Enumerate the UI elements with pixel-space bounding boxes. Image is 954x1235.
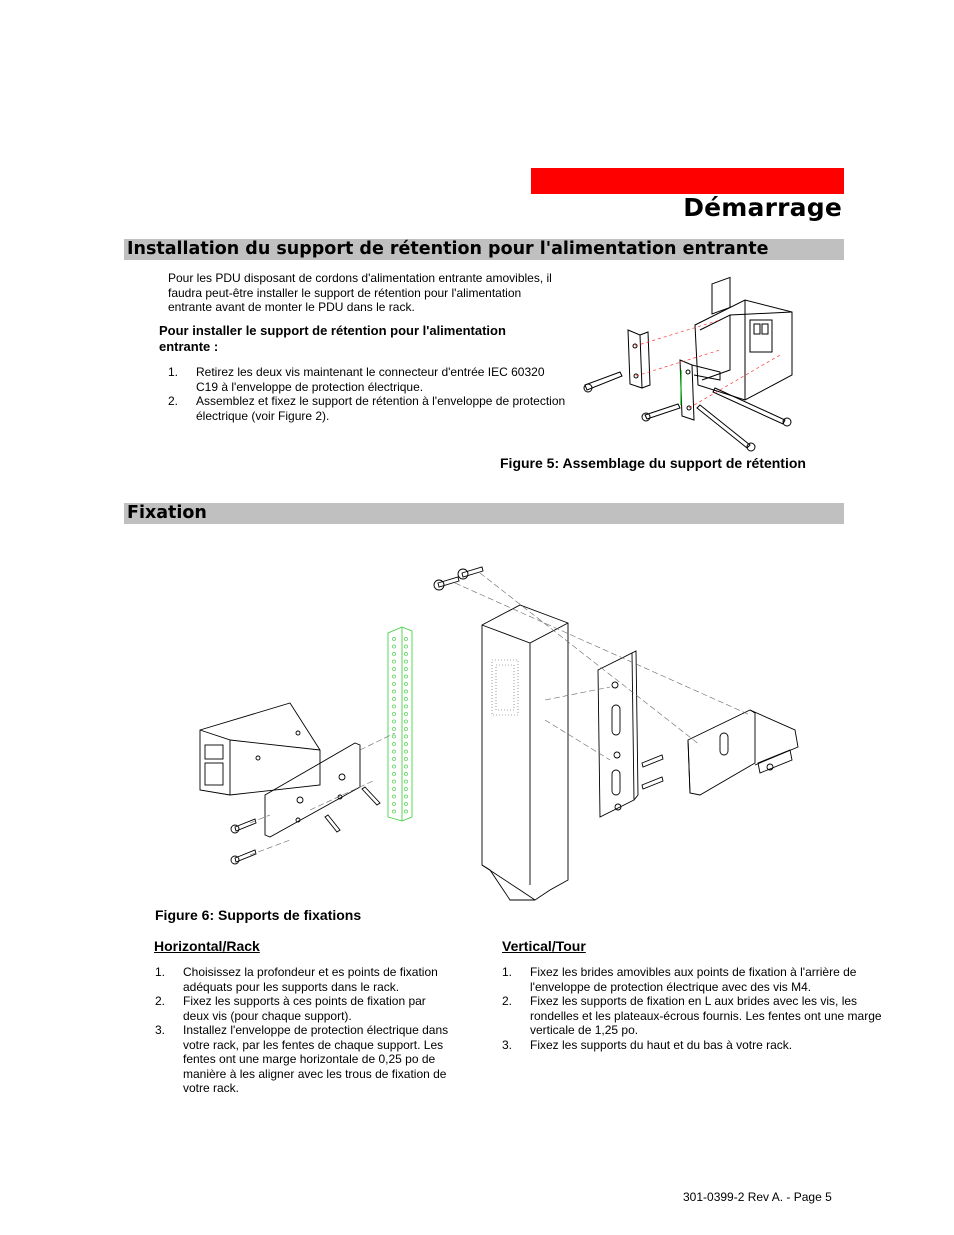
list-item [155,965,455,994]
rail-hole [392,750,395,753]
step-text: Installez l'enveloppe de protection électrique dans votre rack, par les fentes de chaque support. Les fentes ont une marge horizontale de 0,25 po de manière à les aligner avec les trous de fixation de votre rack. [183,1023,449,1095]
rail-hole [404,795,407,798]
rail-hole [404,667,407,670]
rail-hole [392,810,395,813]
rail-hole [404,645,407,648]
vertical-tower-heading: Vertical/Tour [502,938,586,954]
list-item [168,365,568,394]
step-number: 1. [502,965,513,979]
step-text: Fixez les supports à ces points de fixation par deux vis (pour chaque support). [183,994,426,1023]
step-number: 3. [155,1023,166,1037]
rail-hole [392,765,395,768]
step-number: 3. [502,1037,513,1052]
rail-hole [404,742,407,745]
rail-hole [404,652,407,655]
rail-hole [392,727,395,730]
rail-hole [404,727,407,730]
mounting-brackets-figure [190,555,810,905]
horizontal-steps [155,965,455,1096]
rail-hole [392,667,395,670]
intro-paragraph: Pour les PDU disposant de cordons d'alimentation entrante amovibles, il faudra peut-être installer le support de rétention pour l'alimentation entrante avant de monter le PDU dans le rack. [168,271,552,314]
step-number: 2. [168,394,179,408]
step-text: Fixez les supports de fixation en L aux brides avec les vis, les rondelles et les plateaux-écrous fournis. Les fentes ont une marge verticale de 1,25 po. [530,994,882,1037]
procedure-heading: Pour installer le support de rétention pour l'alimentation entrante : [159,323,506,354]
section-heading-retention: Installation du support de rétention pour l'alimentation entrante [124,239,844,260]
rail-hole [404,802,407,805]
rail-hole [404,637,407,640]
step-text: Choisissez la profondeur et es points de fixation adéquats pour les supports dans le rack. [183,965,438,994]
rail-hole [392,660,395,663]
list-item [155,1023,455,1096]
step-text: Assemblez et fixez le support de rétention à l'enveloppe de protection électrique (voir Figure 2). [196,394,566,423]
rail-hole [392,802,395,805]
retention-steps [168,365,568,423]
rail-hole [404,765,407,768]
horizontal-rack-heading: Horizontal/Rack [154,938,260,954]
rail-hole [392,757,395,760]
rail-hole [392,735,395,738]
rail-hole [404,757,407,760]
rail-hole [404,787,407,790]
step-text: Fixez les supports du haut et du bas à votre rack. [530,1037,793,1052]
rail-hole [392,742,395,745]
rail-hole [392,772,395,775]
page-footer: 301-0399-2 Rev A. - Page 5 [683,1190,832,1204]
step-text: Fixez les brides amovibles aux points de fixation à l'arrière de l'enveloppe de protection électrique avec des vis M4. [530,965,857,994]
figure-5-caption: Figure 5: Assemblage du support de rétention [500,455,806,471]
rail-hole [392,712,395,715]
header-accent-bar [531,168,844,194]
rail-hole [392,652,395,655]
rail-hole [404,675,407,678]
rail-hole [392,705,395,708]
rail-hole [392,690,395,693]
step-number: 1. [155,965,166,979]
rail-hole [392,780,395,783]
step-number: 2. [502,994,513,1008]
rail-hole [404,697,407,700]
rail-hole [392,720,395,723]
list-item [502,994,882,1038]
section-heading-fixation: Fixation [124,503,844,524]
rail-hole [404,810,407,813]
rail-hole [404,720,407,723]
rail-hole [404,750,407,753]
list-item [155,994,455,1023]
rail-hole [404,735,407,738]
step-text: Retirez les deux vis maintenant le connecteur d'entrée IEC 60320 C19 à l'enveloppe de protection électrique. [196,365,545,394]
rail-hole [404,682,407,685]
rail-hole [404,660,407,663]
rail-hole [392,637,395,640]
figure-6-caption: Figure 6: Supports de fixations [155,907,362,923]
rail-hole [392,795,395,798]
rail-hole [392,645,395,648]
rail-hole [404,780,407,783]
list-item [168,394,568,423]
rail-hole [392,675,395,678]
step-number: 2. [155,994,166,1008]
step-number: 1. [168,365,179,379]
rail-hole [392,697,395,700]
rail-hole [404,690,407,693]
vertical-steps [502,965,882,1052]
rail-hole [404,705,407,708]
rail-hole [404,772,407,775]
rail-hole [404,712,407,715]
rail-hole [392,682,395,685]
rail-hole [392,787,395,790]
retention-bracket-figure [580,280,810,455]
list-item [502,965,882,994]
list-item [502,1038,882,1053]
chapter-title: Démarrage [683,193,842,222]
